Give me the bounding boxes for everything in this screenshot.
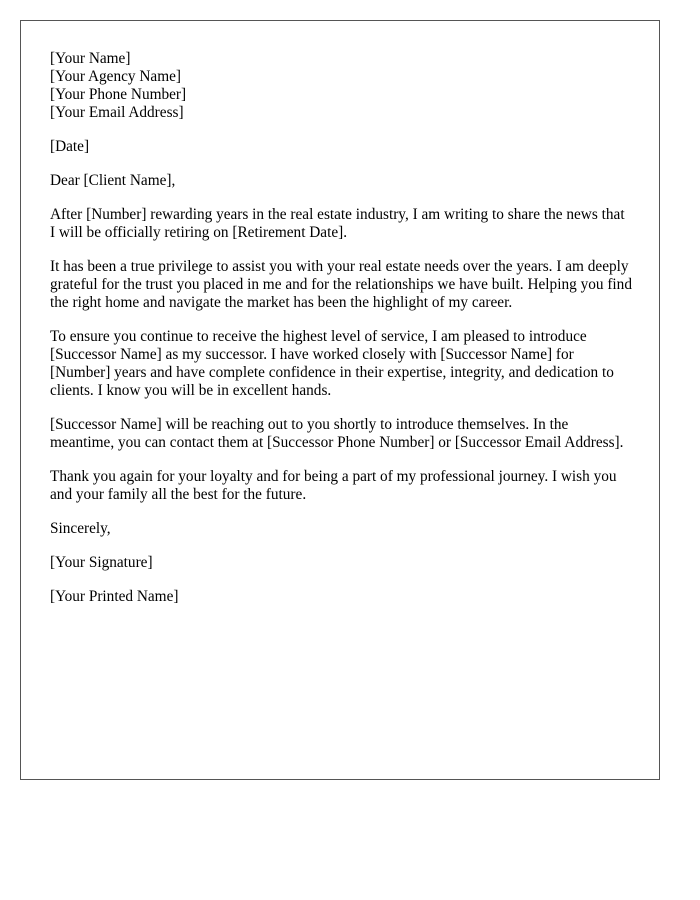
sender-phone: [Your Phone Number] <box>50 86 187 103</box>
body-paragraph-3: To ensure you continue to receive the highest level of service, I am pleased to introduce [Successor Name] as my successor. I have worked closely with [Successor Name] for [Number] years and have complete confidence in their expertise, integrity, and dedication to clients. I know you will be in excellent hands. <box>50 328 614 399</box>
body-paragraph-2: It has been a true privilege to assist you with your real estate needs over the years. I am deeply grateful for the trust you placed in me and for the relationships we have built. Helping you find the right home and navigate the market has been the highlight of my career. <box>50 258 632 311</box>
closing: Sincerely, <box>50 520 111 537</box>
sender-name: [Your Name] <box>50 50 131 67</box>
body-paragraph-5: Thank you again for your loyalty and for being a part of my professional journey. I wish you and your family all the best for the future. <box>50 468 617 503</box>
salutation: Dear [Client Name], <box>50 172 176 189</box>
signature-placeholder: [Your Signature] <box>50 554 153 571</box>
letter-content <box>50 50 632 622</box>
body-paragraph-1: After [Number] rewarding years in the real estate industry, I am writing to share the news that I will be officially retiring on [Retirement Date]. <box>50 206 625 241</box>
sender-email: [Your Email Address] <box>50 104 184 121</box>
body-paragraph-4: [Successor Name] will be reaching out to you shortly to introduce themselves. In the meantime, you can contact them at [Successor Phone Number] or [Successor Email Address]. <box>50 416 624 451</box>
printed-name: [Your Printed Name] <box>50 588 179 605</box>
letter-date: [Date] <box>50 138 90 155</box>
letter-page <box>20 20 660 780</box>
sender-agency: [Your Agency Name] <box>50 68 181 85</box>
sender-block <box>50 50 632 122</box>
